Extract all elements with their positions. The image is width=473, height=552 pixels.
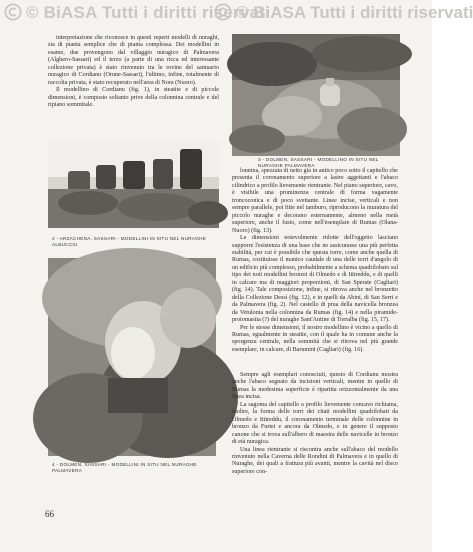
text-column-right (232, 168, 398, 354)
paragraph: interpretazione che riconosce in questi reperti modelli di nuraghi, sia di pianta semplice che di pianta complessa. Dei modellini in esame, due provengono dal villaggio nuragico di Palmavera (Alghero-Sassari) ed il terzo (a parte di una ricca ed interessante collezione privata) è stato rinvenuto tra le rovine del santuario nuragico di Cordianu (Orune-Sassari), l'ultimo, infine, totalmente di raccolta privata, è stato recuperato nell'area di Nora (Nuoro). (48, 35, 219, 86)
figure-photo-3 (232, 34, 400, 156)
watermark-text-left: © BiASA Tutti i diritti riservati (26, 3, 270, 22)
figure-caption-4: 4 - DOLMEN, SASSARI - MODELLINI IN SITU NEL NURAGHE PALMAVERA (52, 462, 197, 473)
copyright-icon (214, 3, 232, 21)
paragraph: Il modellino di Cordianu (fig. 1), in steatite e di piccole dimensioni, è composto soltanto prive della colonnina centrale e del ripiano sommitale. (48, 87, 219, 109)
figure-photo-4 (48, 258, 216, 456)
paragraph: La sagoma del capitello a profilo lievemente concavo richiama, inoltre, la forma delle torri dei citati modellini quadrilobati da Olmedo e Ittireddu, il coronamento terminale delle colonnine in bronzo da Furtei e ancora da Olmedo, e in genere il supposto canone che si trova sull'albero di maestra delle navicelle in bronzo di età nuragica. (232, 401, 398, 446)
watermark-bar (0, 0, 473, 24)
page-number: 66 (45, 509, 54, 519)
figure-caption-2: 2 - ARZACHENA, SASSARI - MODELLINI IN SITU NEL NURAGHE ALBUCCIU (52, 236, 207, 247)
photo-nuraghe-blocks (48, 141, 219, 228)
text-column-left (48, 35, 219, 110)
copyright-icon (4, 3, 22, 21)
photo-stone-model (48, 258, 216, 456)
paragraph: Per le stesse dimensioni, il nostro modellino è vicino a quello di Rumas, egualmente in steatite, con il quale ha in comune anche la sporgenza centrale, nella sommità che si ritrova nel più grande esemplare, in calcare, di Barumini (Cagliari) (fig. 16). (232, 324, 398, 353)
paragraph: Una linea rientrante si riscontra anche sull'abaco del modello rinvenuto nella Caverna delle Rondini di Palmavera e in quello di Nuraghe, dei quali a frattura più avanti, mentre la cavità nel disco superiore con- (232, 446, 398, 475)
figure-caption-3: 3 - DOLMEN, SASSARI - MODELLINO IN SITU NEL NURAGHE PALMAVERA (258, 157, 379, 168)
text-column-bottom (232, 372, 398, 476)
paragraph: Sempre agli esemplari conosciuti, questo di Cordianu mostra anche l'abaco segnato da incisioni verticali, mentre in quello di Rumas la medesima superficie è ripartita orizzontalmente da una linea incisa. (232, 372, 398, 401)
paragraph: lonnina, spezzata di netto già in antico poco sotto il capitello che presenta il coronamento superiore a lastre aggettanti e l'abaco cilindrico a profilo lievemente rientrante. Nel piano superiore, cavo, è visibile una prominenza centrale di forma vagamente troncoconica e di poco svettante. Linee incise, verticali e non sempre parallele, poi fitte nel tamburo, riproducono la muratura del piccolo nuraghe e decorano esternamente, almeno nella metà superiore, anche il fusto, come nell'esemplare di Rumas (Olana-Nuoro) (fig. 13). (232, 168, 398, 234)
photo-stone-landscape (232, 34, 400, 156)
watermark-text-right: © BiASA Tutti i diritti riservati (236, 3, 473, 22)
paragraph: Le dimensioni notevolmente ridotte dell'oggetto lasciano supporre l'esistenza di una base che ne assicurasse una più perfetta stabilità, per cui è possibile che questa torre, come anche quella di Rumas, costituisse il manico caudale di una delle torri d'angolo di un edificio più complesso, probabilmente a schema quadrilobato sul tipo dei noti modellini bronzei di Olmedo e di Ittireddu, e di quelli in calcare ma di maggiori proporzioni, di San Sperate (Cagliari) (fig. 14). Tale composizione, infine, si ritrova anche nel bronzetto della Collezione Dessì (fig. 12), e in quelli da Abini, di San Serri e da Palmavera (fig. 2). Nel castello di prua della navicella bronzea da Vetulonia nella colonnina da Rumas (fig. 14) e nella piramide-protomastia (?) del nuraghe Sant'Antine di Torralba (fig. 15, 17). (232, 235, 399, 324)
figure-photo-2 (48, 141, 219, 228)
